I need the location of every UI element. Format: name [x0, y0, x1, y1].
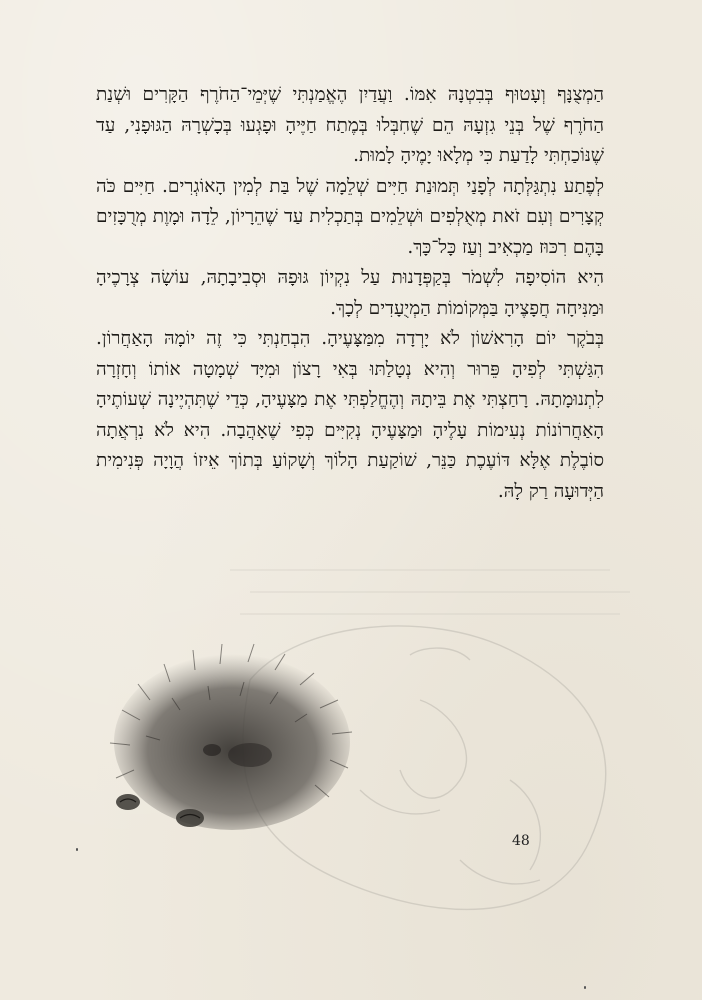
- paragraph-1: הַמְצֻנָּף וְעָטוּף בְּבִטְנָהּ אִמּוֹ. וַעֲדַיִן הֶאֱמַנְתִּי שֶׁיְּמֵי־הַחֹרֶף הַקָּרִים וּשְׁנַת הַחֹרֶף שֶׁל בְּנֵי גִזְעָהּ הֵם שֶׁחִבְּלוּ בְּמֶתַח חַיֶּיהָ וּפָגְעוּ בְּכָשְׁרָהּ הַגּוּפָנִי, עַד שֶׁנּוֹכַחְתִּי לָדַעַת כִּי מְלָאוּ יָמֶיהָ לָמוּת.: [96, 84, 604, 166]
- paragraph-3: הִיא הוֹסִיפָה לִשְׁמֹר בְּקַפְּדָנוּת עַל נִקְיוֹן גּוּפָהּ וּסְבִיבָתָהּ, עוֹשָׂה צְרָכֶיהָ וּמַנִּיחָה חֲפָצֶיהָ בַּמְּקוֹמוֹת הַמְיֻעָדִים לְכָךְ.: [96, 267, 604, 319]
- paper-speck: [76, 848, 78, 851]
- paragraph-2: לְפֶתַע נִתְגַּלְּתָה לְפָנַי תְּמוּנַת חַיִּים שְׁלֵמָה שֶׁל בַּת לְמִין הָאוֹגְרִים. חַיִּים כֹּה קְצָרִים וְעִם זֹאת מְאֻלְפִים וּשְׁלֵמִים בְּתַכְלִית עַד שֶׁהֵרָיוֹן, לֵדָה וּמָוֶת מְרֻכָּזִים בָּהֶם רִכּוּז מַכְאִיב וְעַז כָּל־כָּךְ.: [96, 175, 604, 258]
- paragraph-4: בְּבֹקֶר יוֹם הָרִאשׁוֹן לֹא יָרְדָה מִמַּצָּעֶיהָ. הִבְחַנְתִּי כִּי זֶה יוֹמָהּ הָאַחֲרוֹן. הִגַּשְׁתִּי לְפִיהָ פֵּרוּר וְהִיא נְטָלַתּוּ בְּאִי רָצוֹן וּמִיָּד שְׁמָטָה אוֹתוֹ וְחָזְרָה לִתְנוּמָתָהּ. רָחַצְתִּי אֶת בֵּיתָהּ וְהֶחֱלַפְתִּי אֶת מַצָּעֶיהָ, כְּדֵי שֶׁתִּהְיֶינָה שְׁעוֹתֶיהָ הָאַחֲרוֹנוֹת נְעִימוֹת עָלֶיהָ וּמַצָּעֶיהָ נְקִיִּים כְּפִי שֶׁאָהֲבָה. הִיא לֹא נִרְאֲתָה סוֹבֶלֶת אֶלָּא דּוֹעֶכֶת כַּנֵּר, שׁוֹקַעַת הָלוֹךְ וְשָׁקוֹעַ בְּתוֹךְ אֵיזוֹ הֲוָיָה פְּנִימִית הַיְּדוּעָה רַק לָהּ.: [96, 328, 604, 502]
- paper-speck: [584, 986, 586, 989]
- hedgehog-illustration: [100, 630, 360, 840]
- body-text: [96, 80, 604, 507]
- page-number: 48: [512, 833, 530, 849]
